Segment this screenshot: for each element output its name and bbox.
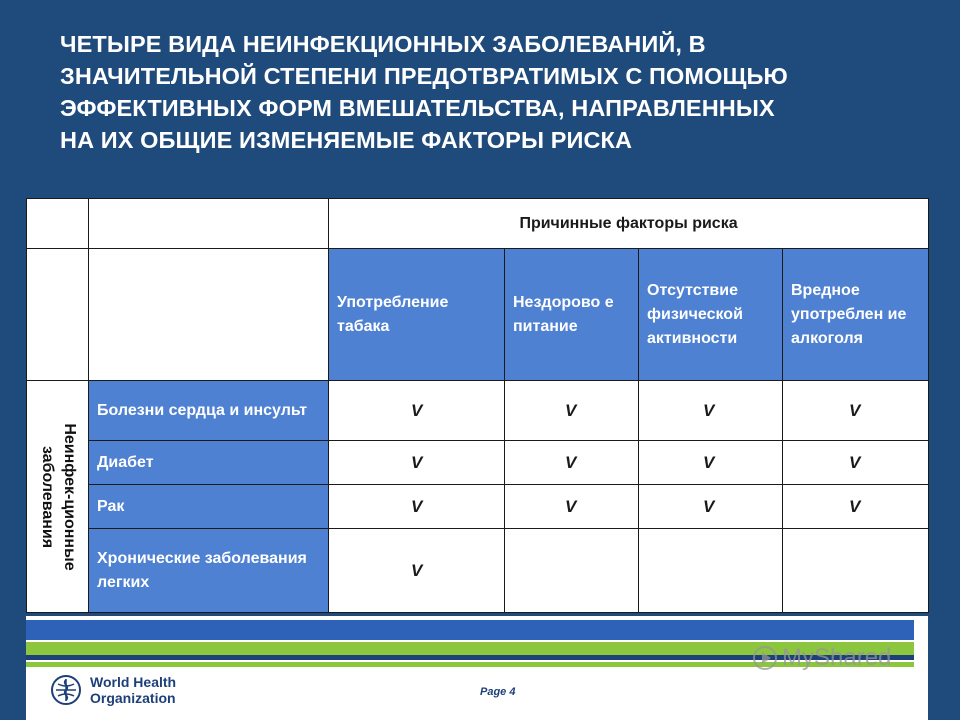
check-cell [783,529,929,613]
title-line: ЗНАЧИТЕЛЬНОЙ СТЕПЕНИ ПРЕДОТВРАТИМЫХ С ПОМОЩЬЮ [60,63,788,89]
side-label-cell [27,381,89,613]
check-mark: V [565,452,577,472]
check-mark: V [411,496,423,516]
check-mark: V [703,400,715,420]
empty-cell [89,249,329,381]
check-cell [783,381,929,441]
check-cell [329,441,505,485]
check-cell [783,441,929,485]
org-name-line2: Organization [90,690,176,706]
watermark-text: MyShared [782,644,892,671]
check-mark: V [849,400,861,420]
title-line: ЧЕТЫРЕ ВИДА НЕИНФЕКЦИОННЫХ ЗАБОЛЕВАНИЙ, В [60,31,706,57]
org-name-line1: World Health [90,674,177,690]
title-line: ЭФФЕКТИВНЫХ ФОРМ ВМЕШАТЕЛЬСТВА, НАПРАВЛЕННЫХ [60,95,775,121]
factor-header: Вредное употреблен ие алкоголя [783,249,929,381]
check-cell [639,529,783,613]
check-mark: V [411,452,423,472]
check-cell [505,381,639,441]
factor-header: Употребление табака [329,249,505,381]
slide-title [60,28,920,156]
check-cell [329,485,505,529]
side-label: Неинфек-ционные заболевания [38,422,78,571]
check-mark: V [565,496,577,516]
check-cell [505,485,639,529]
check-mark: V [849,496,861,516]
check-mark: V [411,400,423,420]
watermark [752,644,891,672]
check-mark: V [411,560,423,580]
check-cell [505,441,639,485]
check-cell [329,529,505,613]
play-icon [752,645,778,671]
disease-cell: Болезни сердца и инсульт [89,381,329,441]
check-cell [505,529,639,613]
disease-cell: Рак [89,485,329,529]
risk-factor-table [26,198,929,613]
check-cell [639,485,783,529]
check-cell [329,381,505,441]
check-cell [639,381,783,441]
title-line: НА ИХ ОБЩИЕ ИЗМЕНЯЕМЫЕ ФАКТОРЫ РИСКА [60,127,633,153]
empty-cell [27,249,89,381]
check-cell [639,441,783,485]
corner-cell [89,199,329,249]
check-mark: V [849,452,861,472]
corner-cell [27,199,89,249]
check-mark: V [565,400,577,420]
who-emblem-icon [50,674,82,706]
check-mark: V [703,496,715,516]
factor-header: Нездорово е питание [505,249,639,381]
check-cell [783,485,929,529]
page-number: Page 4 [480,686,516,698]
table-header: Причинные факторы риска [329,199,929,249]
factor-header: Отсутствие физической активности [639,249,783,381]
disease-cell: Диабет [89,441,329,485]
who-logo [50,674,176,706]
disease-cell: Хронические заболевания легких [89,529,329,613]
stripe-blue [26,620,914,640]
check-mark: V [703,452,715,472]
